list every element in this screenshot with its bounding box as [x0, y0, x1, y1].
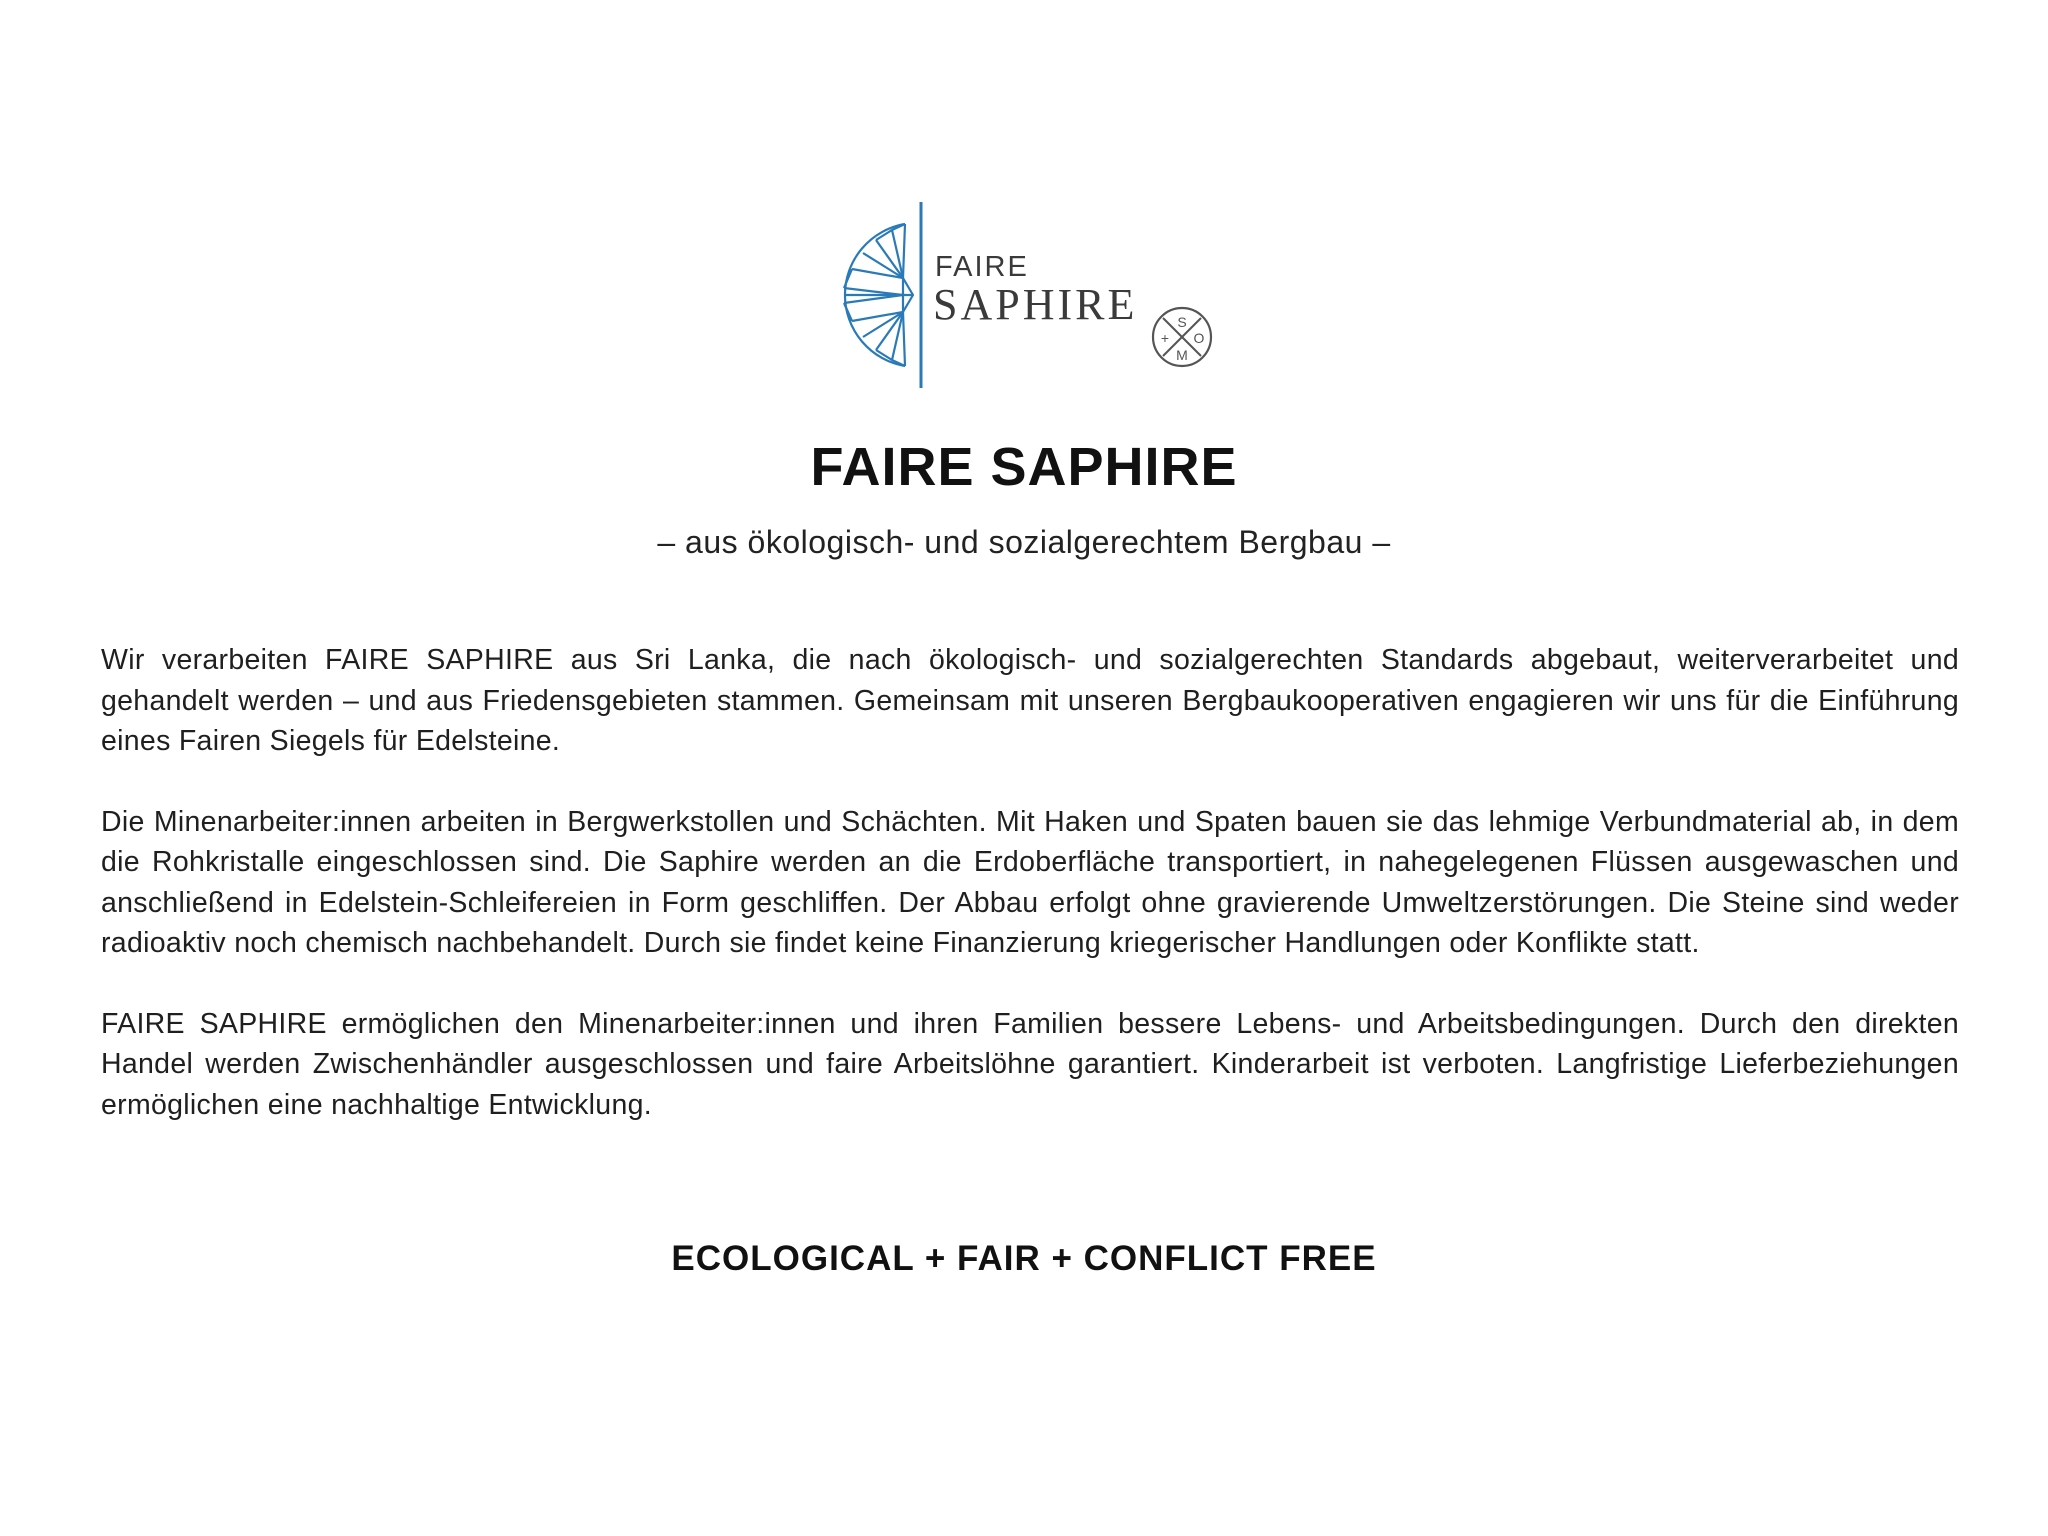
logo-text-saphire: SAPHIRE — [933, 280, 1138, 329]
page-title: FAIRE SAPHIRE — [810, 437, 1238, 497]
paragraph-mining: Die Minenarbeiter:innen arbeiten in Bergwerkstollen und Schächten. Mit Haken und Spaten bauen sie das lehmige Verbundmaterial ab, in dem die Rohkristalle eingeschlossen sind. Die Saphire werden an die Erdoberfläche transportiert, in nahegelegenen Flüssen ausgewaschen und anschließend in Edelstein-Schleifereien in Form geschliffen. Der Abbau erfolgt ohne gravierende Umweltzerstörungen. Die Steine sind weder radioaktiv noch chemisch nachbehandelt. Durch sie findet keine Finanzierung kriegerischer Handlungen oder Konflikte statt. — [101, 805, 1959, 959]
sapphire-fan-icon — [830, 200, 930, 390]
page-subtitle: – aus ökologisch- und sozialgerechtem Bergbau – — [657, 524, 1391, 560]
paragraph-benefits: FAIRE SAPHIRE ermöglichen den Minenarbeiter:innen und ihren Familien bessere Lebens- und Arbeitsbedingungen. Durch den direkten Handel werden Zwischenhändler ausgeschlossen und faire Arbeitslöhne garantiert. Kinderarbeit ist verboten. Langfristige Lieferbeziehungen ermöglichen eine nachhaltige Entwicklung. — [101, 1007, 1959, 1121]
tagline: ECOLOGICAL + FAIR + CONFLICT FREE — [671, 1239, 1377, 1278]
seal-letter-m: M — [1176, 347, 1188, 363]
brand-logo — [830, 200, 1230, 390]
seal-letter-plus: + — [1160, 330, 1170, 346]
seal-letter-s: S — [1177, 314, 1187, 330]
logo-text-faire: FAIRE — [935, 251, 1029, 283]
paragraph-intro: Wir verarbeiten FAIRE SAPHIRE aus Sri Lanka, die nach ökologisch- und sozialgerechten Standards abgebaut, weiterverarbeitet und gehandelt werden – und aus Friedensgebieten stammen. Gemeinsam mit unseren Bergbaukooperativen engagieren wir uns für die Einführung eines Fairen Siegels für Edelsteine. — [101, 644, 1959, 757]
seal-letter-o: O — [1193, 330, 1205, 346]
body-text — [101, 640, 1959, 1165]
som-seal-icon — [1150, 305, 1214, 369]
